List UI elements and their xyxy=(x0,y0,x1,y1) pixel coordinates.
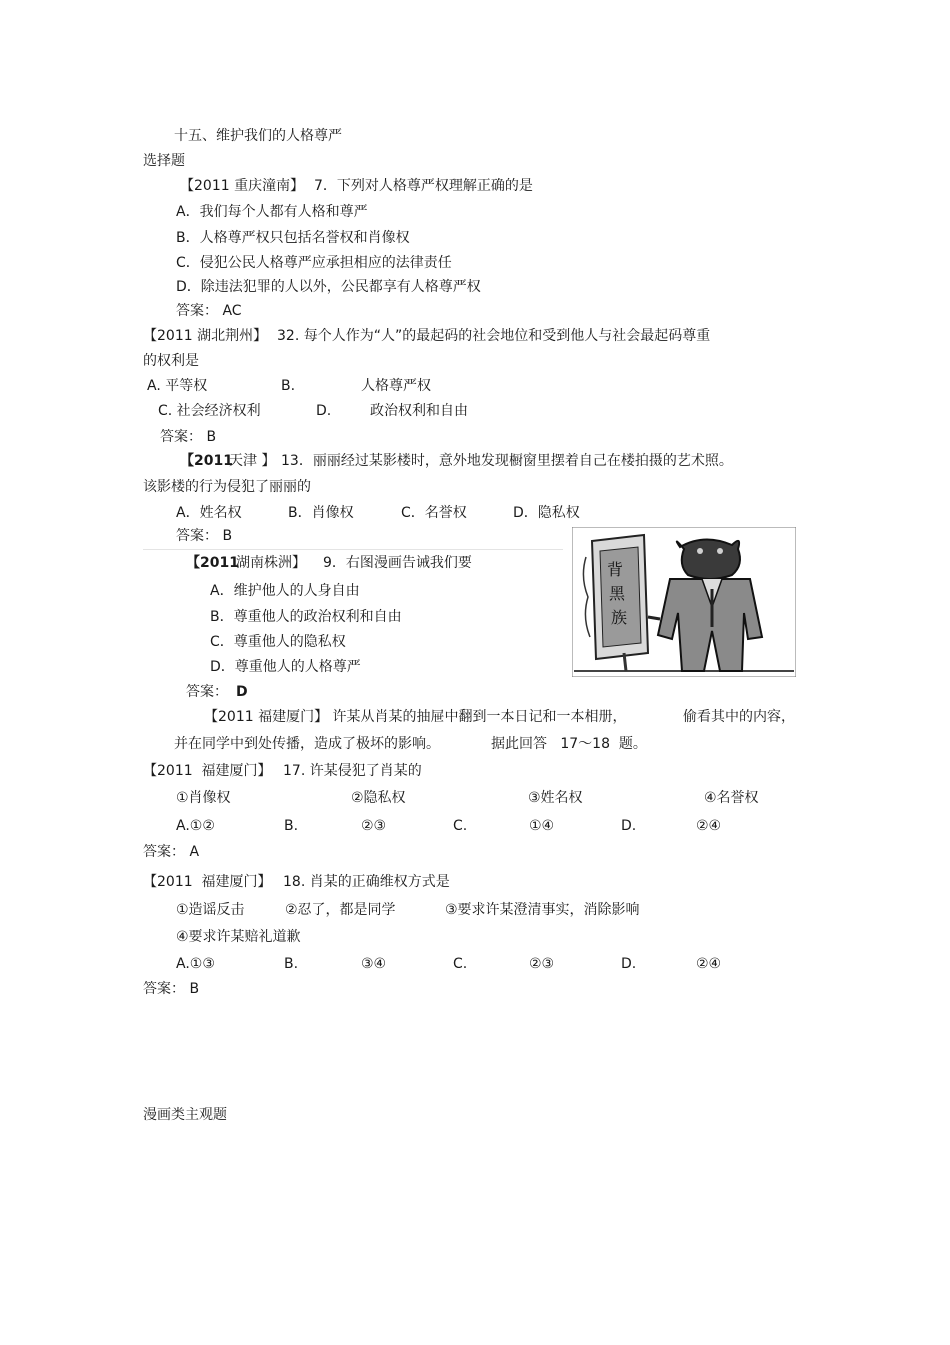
choice-heading: 选择题 xyxy=(143,153,185,169)
q4-answer-value: D xyxy=(236,684,248,700)
passage-line2b: 据此回答 17～18 题。 xyxy=(491,736,647,752)
q5-choice-b-letter: B. xyxy=(284,818,299,834)
q3-answer: 答案： B xyxy=(176,528,233,544)
passage-line1b: 偷看其中的内容， xyxy=(683,709,795,725)
q3-stem-line1: 13．丽丽经过某影楼时，意外地发现橱窗里摆着自己在楼拍摄的艺术照。 xyxy=(281,453,733,469)
q6-choice-d-letter: D. xyxy=(621,956,637,972)
q4-option-a: A．维护他人的人身自由 xyxy=(210,583,360,599)
q1-option-a: A．我们每个人都有人格和尊严 xyxy=(176,204,368,220)
q5-answer: 答案： A xyxy=(143,844,200,860)
q2-option-c: C. 社会经济权利 xyxy=(158,403,261,419)
q6-choice-c-letter: C. xyxy=(453,956,468,972)
q2-option-d-letter: D. xyxy=(316,403,332,419)
q6-stem: 18. 肖某的正确维权方式是 xyxy=(283,874,450,890)
q5-choice-d-letter: D. xyxy=(621,818,637,834)
q2-option-a: A. 平等权 xyxy=(147,378,208,394)
q3-option-b: B．肖像权 xyxy=(288,505,354,521)
q3-option-d: D．隐私权 xyxy=(513,505,580,521)
q2-stem-line1: 32. 每个人作为“人”的最起码的社会地位和受到他人与社会最起码尊重 xyxy=(277,328,711,344)
cartoon-image xyxy=(572,527,796,677)
q6-choice-c: ②③ xyxy=(529,956,555,972)
q2-stem-line2: 的权利是 xyxy=(143,353,199,369)
section-title: 十五、维护我们的人格尊严 xyxy=(174,128,342,144)
q1-option-b: B．人格尊严权只包括名誉权和肖像权 xyxy=(176,230,410,246)
q5-choice-d: ②④ xyxy=(696,818,722,834)
q6-choice-d: ②④ xyxy=(696,956,722,972)
q1-source: 【2011 重庆潼南】 xyxy=(180,178,305,194)
sign-char-3: 族 xyxy=(611,608,628,627)
q4-option-c: C．尊重他人的隐私权 xyxy=(210,634,346,650)
q6-choice-b: ③④ xyxy=(361,956,387,972)
q4-source-place: 湖南株洲】 xyxy=(236,555,306,571)
q6-choice-b-letter: B. xyxy=(284,956,299,972)
q6-answer: 答案： B xyxy=(143,981,200,997)
q2-source: 【2011 湖北荆州】 xyxy=(143,328,268,344)
sign-char-2: 黑 xyxy=(609,584,626,603)
q5-choice-a: A.①② xyxy=(176,818,215,834)
q2-option-d: 政治权利和自由 xyxy=(370,403,468,419)
q5-choice-c-letter: C. xyxy=(453,818,468,834)
q6-source: 【2011 福建厦门】 xyxy=(143,874,272,890)
q6-item-4: ④要求许某赔礼道歉 xyxy=(176,929,301,945)
q4-stem: 9．右图漫画告诫我们要 xyxy=(323,555,472,571)
q1-option-c: C．侵犯公民人格尊严应承担相应的法律责任 xyxy=(176,255,452,271)
q5-source: 【2011 福建厦门】 xyxy=(143,763,272,779)
q1-option-d: D．除违法犯罪的人以外，公民都享有人格尊严权 xyxy=(176,279,481,295)
passage-line2a: 并在同学中到处传播，造成了极坏的影响。 xyxy=(174,736,440,752)
q4-source-year: 【2011 xyxy=(186,555,239,571)
q2-option-b: 人格尊严权 xyxy=(361,378,431,394)
q3-option-c: C．名誉权 xyxy=(401,505,467,521)
q6-item-1: ①造谣反击 xyxy=(176,902,245,918)
q3-source-place: 天津 】 xyxy=(229,453,276,469)
q5-item-1: ①肖像权 xyxy=(176,790,231,806)
q6-item-2: ②忍了，都是同学 xyxy=(285,902,396,918)
q6-item-3: ③要求许某澄清事实，消除影响 xyxy=(445,902,640,918)
q5-item-3: ③姓名权 xyxy=(528,790,583,806)
q3-stem-line2: 该影楼的行为侵犯了丽丽的 xyxy=(143,479,311,495)
subjective-heading: 漫画类主观题 xyxy=(143,1107,227,1123)
q1-stem: 7．下列对人格尊严权理解正确的是 xyxy=(314,178,533,194)
sign-char-1: 背 xyxy=(607,560,624,579)
q6-choice-a: A.①③ xyxy=(176,956,215,972)
q5-stem: 17. 许某侵犯了肖某的 xyxy=(283,763,422,779)
q1-answer: 答案： AC xyxy=(176,303,242,319)
q5-choice-c: ①④ xyxy=(529,818,555,834)
q4-option-b: B．尊重他人的政治权利和自由 xyxy=(210,609,402,625)
q3-source-year: 【2011 xyxy=(180,453,233,469)
q2-answer: 答案： B xyxy=(160,429,217,445)
q3-option-a: A．姓名权 xyxy=(176,505,242,521)
q2-option-b-letter: B. xyxy=(281,378,296,394)
q5-choice-b: ②③ xyxy=(361,818,387,834)
q5-item-2: ②隐私权 xyxy=(351,790,406,806)
q5-item-4: ④名誉权 xyxy=(704,790,759,806)
q4-answer-label: 答案： xyxy=(186,684,228,700)
q4-option-d: D．尊重他人的人格尊严 xyxy=(210,659,361,675)
divider xyxy=(143,549,563,550)
passage-line1a: 【2011 福建厦门】 许某从肖某的抽屉中翻到一本日记和一本相册， xyxy=(204,709,627,725)
